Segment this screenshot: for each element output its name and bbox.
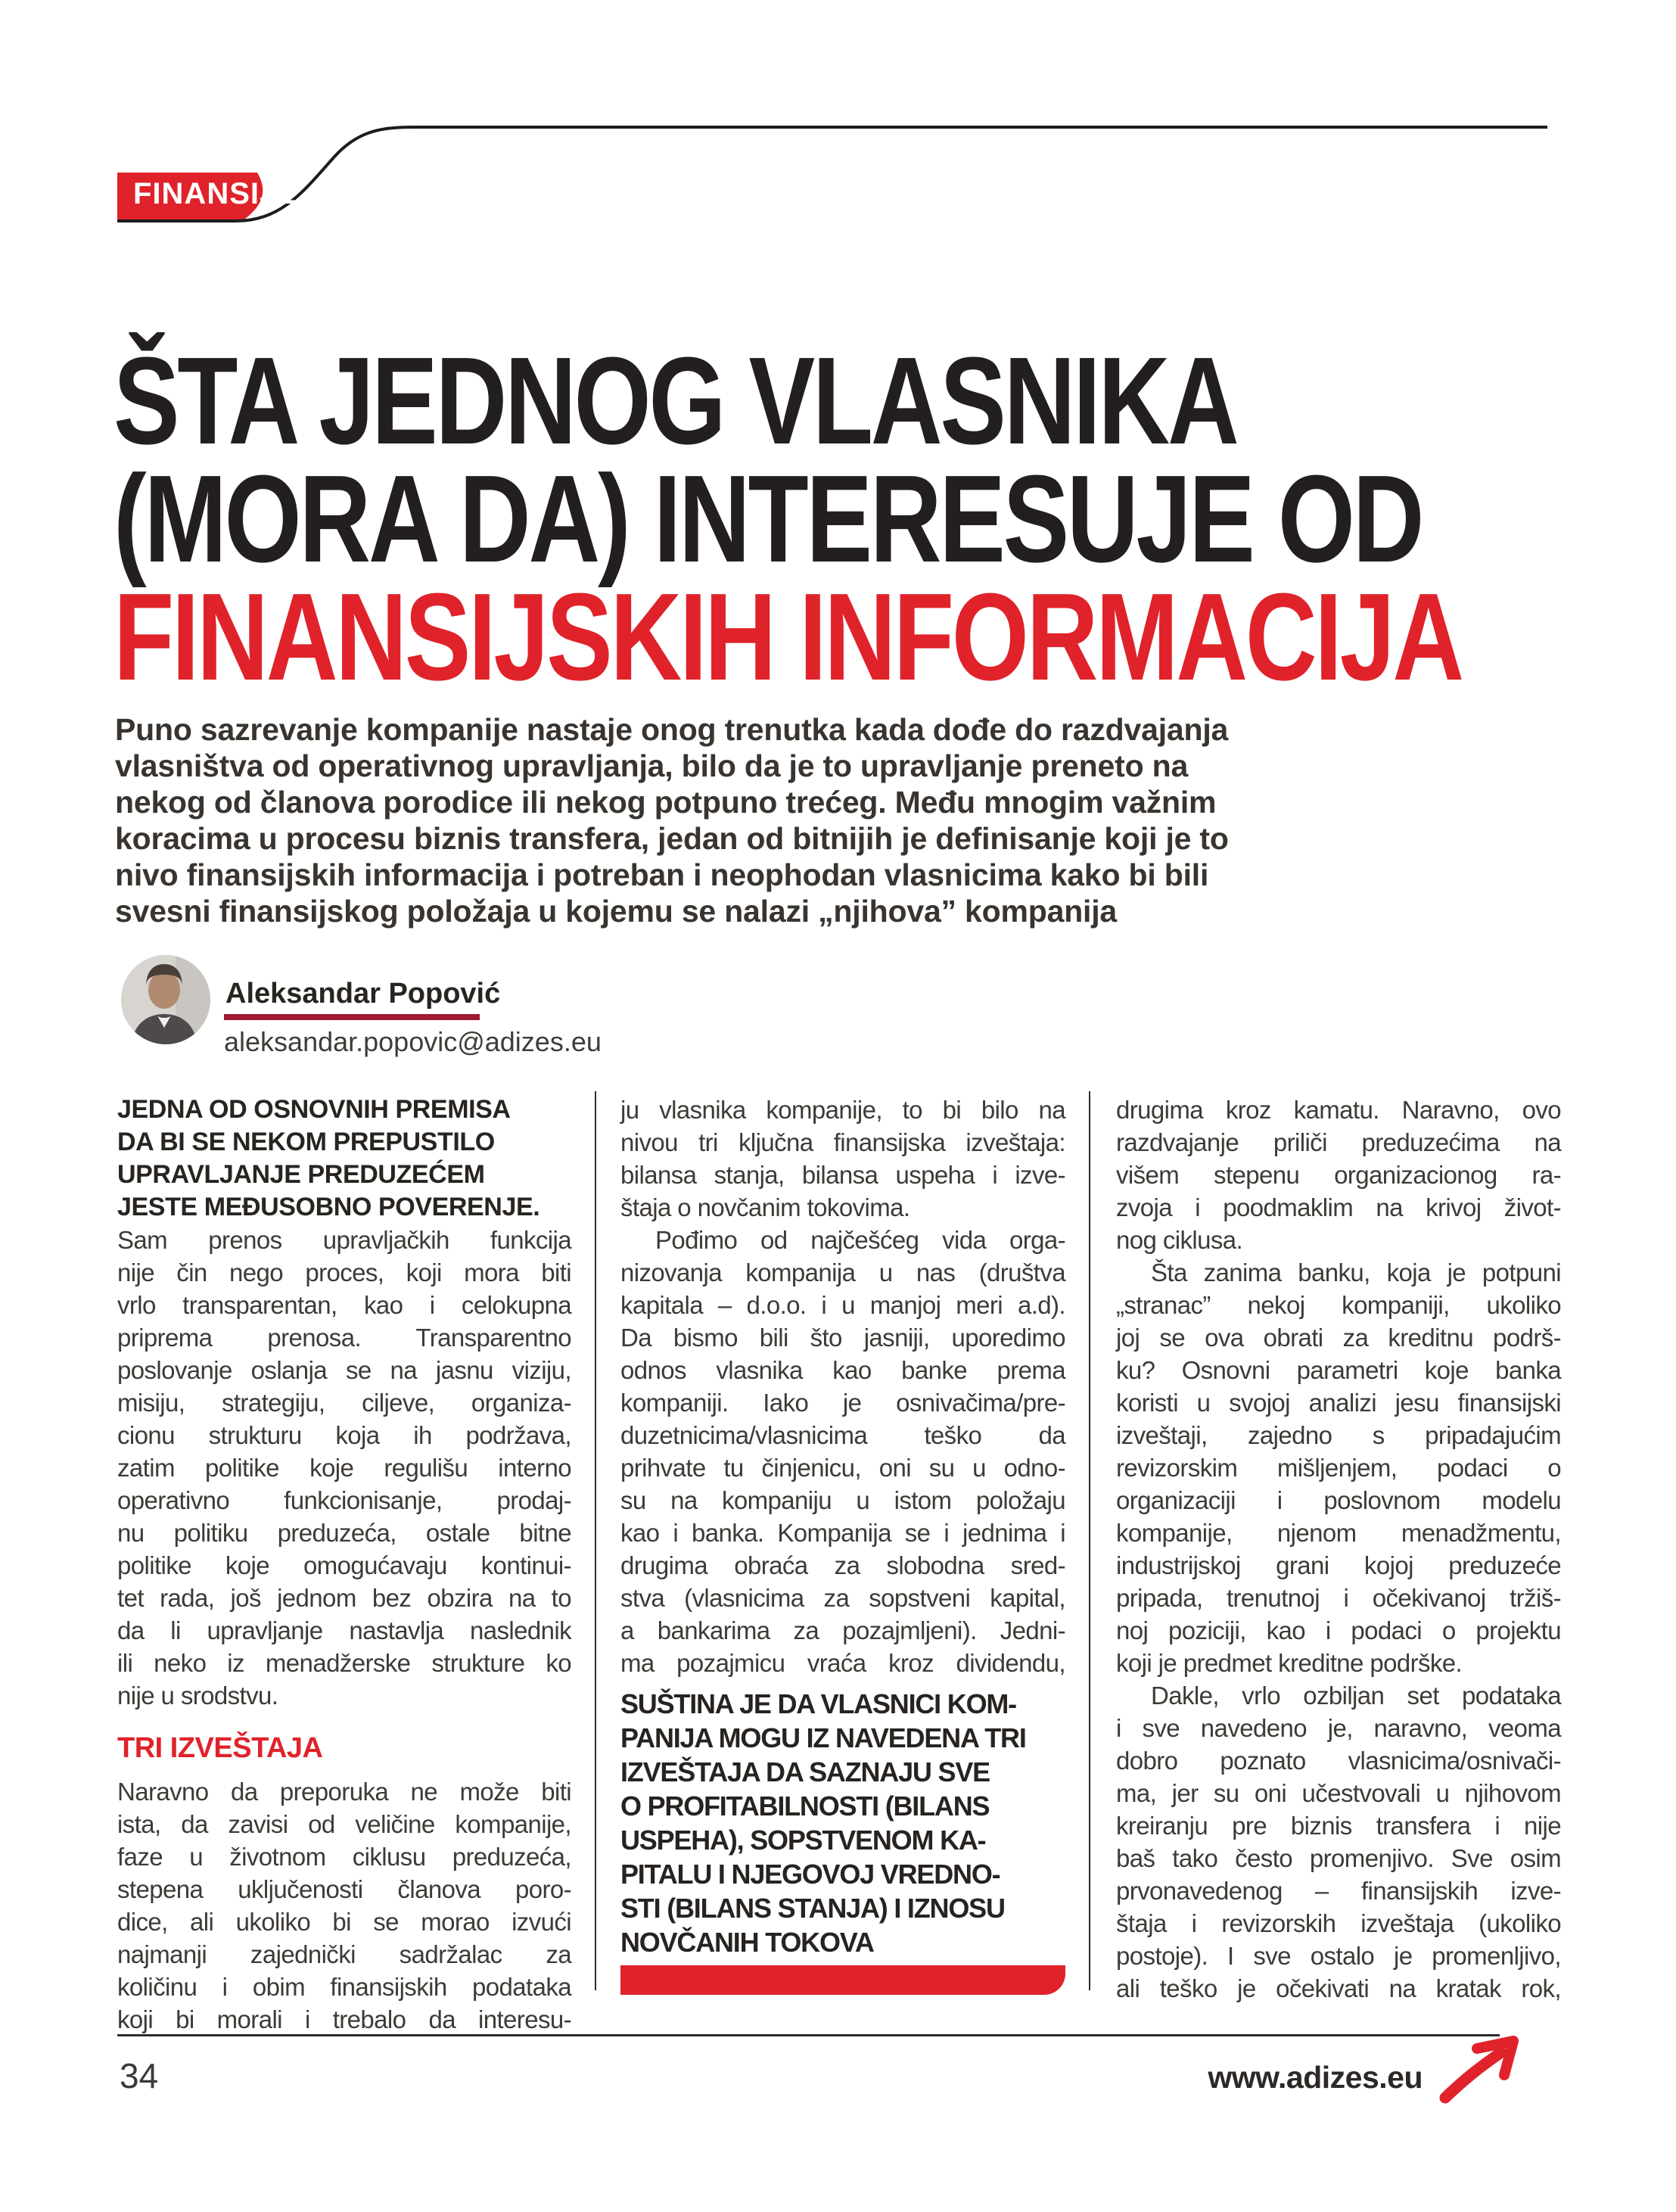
text-line: koji je predmet kreditne podrške. [1116, 1649, 1463, 1677]
column-2 [620, 1094, 1065, 1995]
footer-rule [117, 2034, 1500, 2036]
author-email[interactable]: aleksandar.popovic@adizes.eu [224, 1026, 602, 1057]
pull-quote-line: IZVEŠTAJA DA SAZNAJU SVE [620, 1756, 990, 1787]
page-number: 34 [120, 2056, 159, 2095]
text-line: nije čin nego proces, koji mora biti [117, 1258, 571, 1286]
headline-line: ŠTA JEDNOG VLASNIKA [113, 331, 1237, 470]
text-line: odnos vlasnika kao banke prema [620, 1356, 1065, 1384]
text-line: bilansa stanja, bilansa uspeha i izve- [620, 1161, 1065, 1189]
sweep-line [117, 127, 1547, 221]
text-line: a bankarima za pozajmljeni). Jedni- [620, 1616, 1065, 1644]
text-line: Šta zanima banku, koja je potpuni [1151, 1258, 1561, 1286]
text-line: cionu strukturu koja ih podržava, [117, 1421, 571, 1449]
text-line: kao i banka. Kompanija se i jednima i [620, 1519, 1065, 1547]
text-line: drugima kroz kamatu. Naravno, ovo [1116, 1096, 1561, 1124]
text-line: ali teško je očekivati na kratak rok, [1116, 1974, 1561, 2002]
text-line: Naravno da preporuka ne može biti [117, 1778, 571, 1806]
text-line: kompanije, njenom menadžmentu, [1116, 1519, 1561, 1547]
text-line: nizovanja kompanija u nas (društva [620, 1258, 1065, 1286]
text-line: najmanji zajednički sadržalac za [117, 1940, 571, 1968]
text-line: revizorskim mišljenjem, podaci o [1116, 1454, 1561, 1482]
text-line: ma pozajmicu vraća kroz dividendu, [620, 1649, 1065, 1677]
text-line: ku? Osnovni parametri koje banka [1116, 1356, 1561, 1384]
paragraph [117, 1224, 571, 1712]
text-line: stepena uključenosti članova poro- [117, 1875, 571, 1903]
text-line: priprema prenosa. Transparentno [117, 1324, 571, 1352]
text-line: nu politiku preduzeća, ostale bitne [117, 1519, 571, 1547]
text-line: kompaniji. Iako je osnivačima/pre- [620, 1389, 1065, 1417]
lede-line: vlasništva od operativnog upravljanja, bilo da je to upravljanje preneto na [115, 748, 1189, 783]
text-line: izveštaji, zajedno s pripadajućim [1116, 1421, 1561, 1449]
text-line: kapitala – d.o.o. i u manjoj meri a.d). [620, 1291, 1065, 1319]
text-line: nije u srodstvu. [117, 1682, 278, 1710]
text-line: ju vlasnika kompanije, to bi bilo na [620, 1096, 1065, 1124]
text-line: DA BI SE NEKOM PREPUSTILO [117, 1128, 495, 1156]
pull-quote-line: PANIJA MOGU IZ NAVEDENA TRI [620, 1722, 1026, 1753]
text-line: operativno funkcionisanje, prodaj- [117, 1486, 571, 1514]
footer-site[interactable]: www.adizes.eu [1208, 2060, 1423, 2095]
text-line: „stranac” nekoj kompaniji, ukoliko [1116, 1291, 1561, 1319]
paragraph [1116, 1679, 1561, 2005]
arrow-logo-icon [1438, 2036, 1521, 2108]
text-line: duzetnicima/vlasnicima teško da [620, 1421, 1065, 1449]
author-name-underline [224, 1014, 480, 1020]
text-line: postoje). I sve ostalo je promenljivo, [1116, 1942, 1561, 1970]
article-lede [115, 711, 1598, 929]
text-line: organizaciji i poslovnom modelu [1116, 1486, 1561, 1514]
red-bar [620, 1965, 1065, 1995]
text-line: količinu i obim finansijskih podataka [117, 1973, 571, 2001]
pull-quote [620, 1687, 1065, 1959]
text-line: nog ciklusa. [1116, 1226, 1243, 1254]
pull-quote-line: O PROFITABILNOSTI (BILANS [620, 1790, 990, 1822]
text-line: i sve navedeno je, naravno, veoma [1116, 1714, 1561, 1742]
text-line: baš tako često promenjivo. Sve osim [1116, 1844, 1561, 1872]
text-line: razdvajanje priliči preduzećima na [1116, 1128, 1561, 1156]
lede-line: svesni finansijskog položaja u kojemu se nalazi „njihova” kompanija [115, 894, 1118, 929]
paragraph [1116, 1256, 1561, 1679]
author-name: Aleksandar Popović [225, 978, 501, 1010]
text-line: su na kompaniju u istom položaju [620, 1486, 1065, 1514]
paragraph [620, 1094, 1065, 1224]
column-divider [1089, 1091, 1090, 1990]
lead-paragraph [117, 1094, 571, 1224]
text-line: industrijskoj grani kojoj preduzeće [1116, 1551, 1561, 1579]
text-line: ista, da zavisi od veličine kompanije, [117, 1810, 571, 1838]
text-line: JEDNA OD OSNOVNIH PREMISA [117, 1095, 511, 1124]
text-line: zvoja i poodmaklim na krivoj život- [1116, 1193, 1561, 1221]
text-line: da li upravljanje nastavlja naslednik [117, 1616, 571, 1644]
text-line: vrlo transparentan, kao i celokupna [117, 1291, 571, 1319]
column-divider [595, 1091, 596, 1990]
text-line: tet rada, još jednom bez obzira na to [117, 1584, 571, 1612]
paragraph [117, 1775, 571, 2036]
kicker-label: FINANSIJE [133, 177, 298, 210]
column-1 [117, 1094, 571, 2036]
text-line: joj se ova obrati za kreditnu podrš- [1116, 1324, 1561, 1352]
person-icon [121, 955, 210, 1044]
text-line: stva (vlasnicima za sopstveni kapital, [620, 1584, 1065, 1612]
section-heading: TRI IZVEŠTAJA [117, 1732, 323, 1764]
text-line: Dakle, vrlo ozbiljan set podataka [1151, 1682, 1561, 1710]
text-line: Sam prenos upravljačkih funkcija [117, 1226, 571, 1254]
text-line: JESTE MEĐUSOBNO POVERENJE. [117, 1193, 540, 1221]
text-line: politike koje omogućavaju kontinui- [117, 1551, 571, 1579]
text-line: zatim politike koje regulišu interno [117, 1454, 571, 1482]
text-line: poslovanje oslanja se na jasnu viziju, [117, 1356, 571, 1384]
pull-quote-line: SUŠTINA JE DA VLASNICI KOM- [620, 1688, 1016, 1719]
article-headline [113, 331, 1676, 706]
text-line: koji bi morali i trebalo da interesu- [117, 2005, 571, 2033]
text-line: faze u životnom ciklusu preduzeća, [117, 1843, 571, 1871]
text-line: drugima obraća za slobodna sred- [620, 1551, 1065, 1579]
text-line: pripada, trenutnoj i očekivanoj tržiš- [1116, 1584, 1561, 1612]
text-line: dobro poznato vlasnicima/osnivači- [1116, 1747, 1561, 1775]
pull-quote-line: STI (BILANS STANJA) I IZNOSU [620, 1893, 1005, 1924]
lede-line: nivo finansijskih informacija i potreban i neophodan vlasnicima kako bi bili [115, 857, 1209, 892]
paragraph [620, 1224, 1065, 1679]
pull-quote-line: NOVČANIH TOKOVA [620, 1927, 874, 1958]
text-line: Pođimo od najčešćeg vida orga- [655, 1226, 1065, 1254]
column-3 [1116, 1094, 1561, 2005]
text-line: kreiranju pre biznis transfera i nije [1116, 1812, 1561, 1840]
text-line: štaja o novčanim tokovima. [620, 1193, 910, 1221]
text-line: prvonavedenog – finansijskih izve- [1116, 1877, 1561, 1905]
text-line: višem stepenu organizacionog ra- [1116, 1161, 1561, 1189]
text-line: noj poziciji, kao i podaci o projektu [1116, 1616, 1561, 1644]
headline-line: (MORA DA) INTERESUJE OD [113, 450, 1423, 588]
text-line: štaja i revizorskih izveštaja (ukoliko [1116, 1909, 1561, 1937]
lede-line: koracima u procesu biznis transfera, jedan od bitnijih je definisanje koji je to [115, 821, 1229, 856]
top-decoration [0, 0, 1676, 250]
text-line: prihvate tu činjenicu, oni su u odno- [620, 1454, 1065, 1482]
text-line: koristi u svojoj analizi jesu finansijski [1116, 1389, 1561, 1417]
author-avatar [121, 955, 210, 1044]
pull-quote-line: USPEHA), SOPSTVENOM KA- [620, 1825, 986, 1856]
text-line: Da bismo bili što jasniji, uporedimo [620, 1324, 1065, 1352]
lede-line: nekog od članova porodice ili nekog potpuno trećeg. Među mnogim važnim [115, 785, 1217, 820]
paragraph [1116, 1094, 1561, 1256]
text-line: misiju, strategiju, ciljeve, organiza- [117, 1389, 571, 1417]
text-line: dice, ali ukoliko bi se morao izvući [117, 1908, 571, 1936]
text-line: nivou tri ključna finansijska izveštaja: [620, 1128, 1065, 1156]
text-line: UPRAVLJANJE PREDUZEĆEM [117, 1160, 485, 1189]
lede-line: Puno sazrevanje kompanije nastaje onog trenutka kada dođe do razdvajanja [115, 712, 1229, 747]
pull-quote-line: PITALU I NJEGOVOJ VREDNO- [620, 1859, 1000, 1890]
headline-line: FINANSIJSKIH INFORMACIJA [113, 568, 1462, 706]
text-line: ili neko iz menadžerske strukture ko [117, 1649, 571, 1677]
text-line: ma, jer su oni učestvovali u njihovom [1116, 1779, 1561, 1807]
